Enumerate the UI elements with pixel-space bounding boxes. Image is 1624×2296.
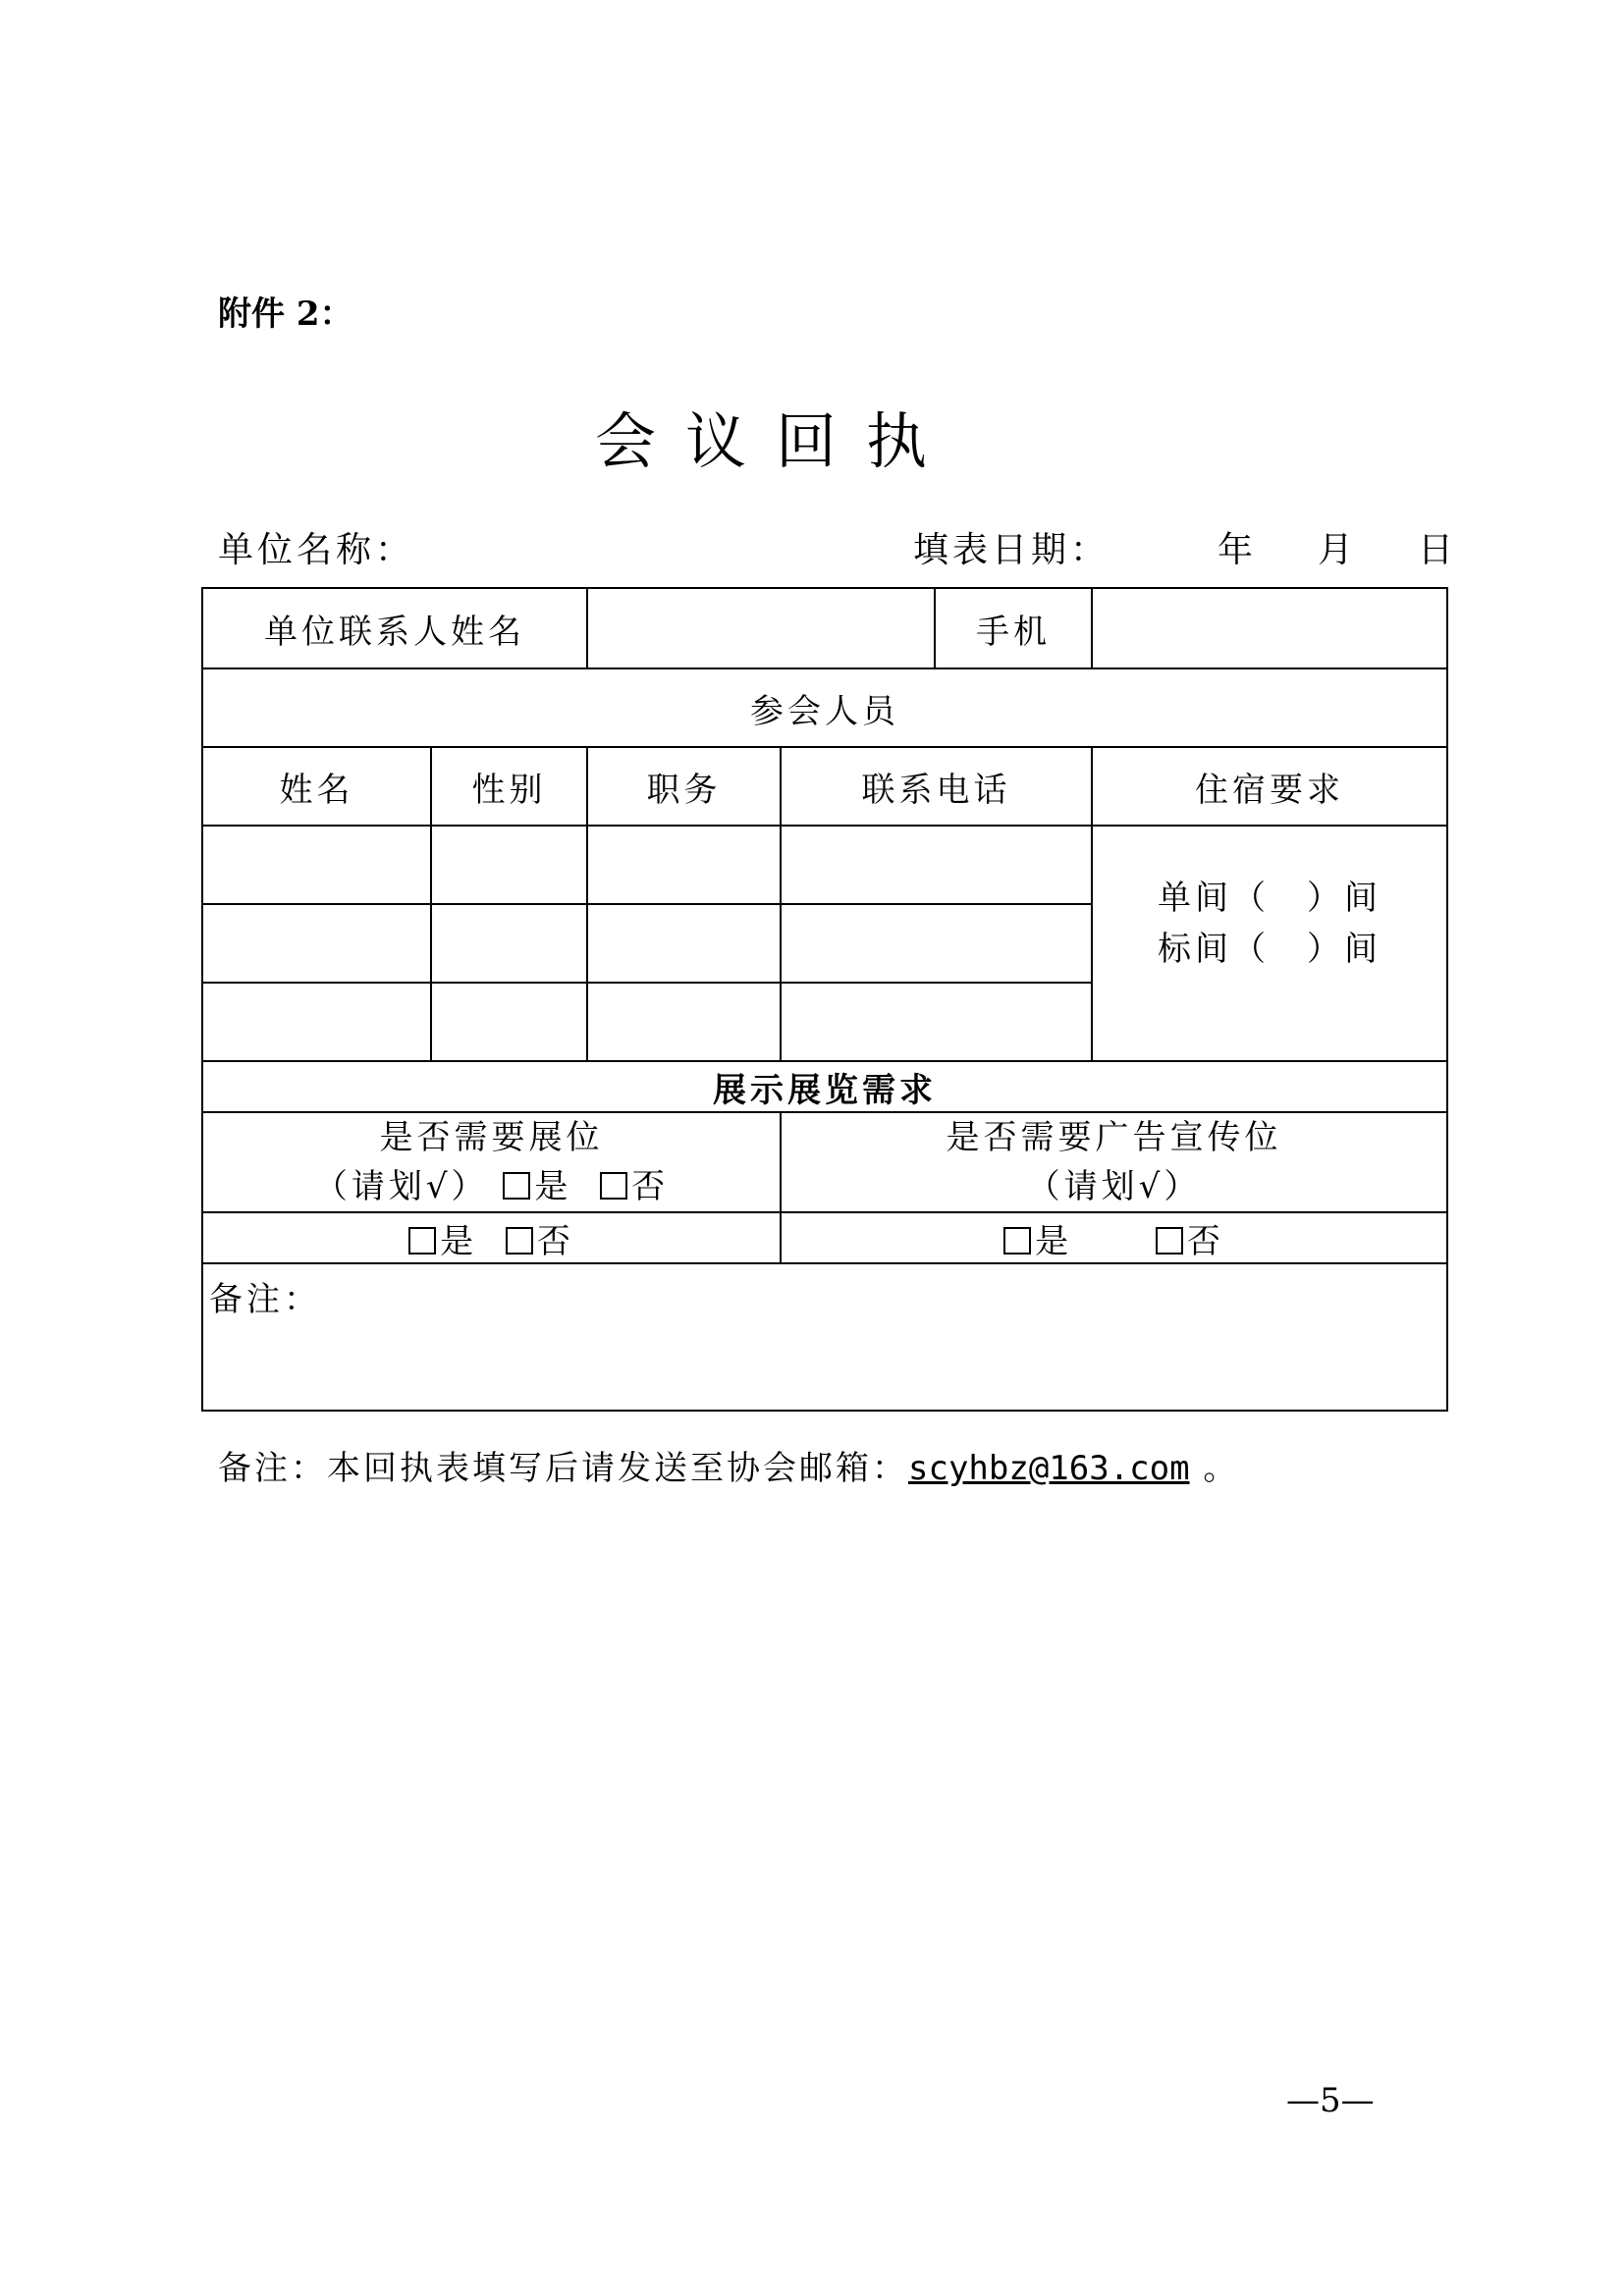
col-header-name: 姓名: [202, 747, 431, 826]
attendee-phone-input[interactable]: [781, 983, 1092, 1061]
booth-instruction: （请划√）: [313, 1167, 489, 1206]
footer-note-text: 备注：本回执表填写后请发送至协会邮箱：: [218, 1449, 908, 1488]
checkbox-icon[interactable]: [600, 1172, 627, 1200]
booth-instruction-line: [203, 1162, 780, 1211]
attendee-row: [202, 826, 1447, 904]
date-year: 年: [1218, 530, 1258, 570]
lodging-cell[interactable]: [1092, 826, 1447, 1061]
attendee-name-input[interactable]: [202, 983, 431, 1061]
phone-input[interactable]: [1092, 588, 1447, 668]
booth-question-cell: [202, 1112, 781, 1212]
checkbox-icon[interactable]: [1003, 1227, 1031, 1255]
attendee-position-input[interactable]: [587, 826, 781, 904]
date-month: 月: [1318, 530, 1358, 570]
reply-form-table: [201, 587, 1448, 1412]
footer-note-suffix: 。: [1189, 1449, 1240, 1488]
org-name-label: 单位名称：: [218, 530, 415, 570]
attendee-phone-input[interactable]: [781, 904, 1092, 983]
lodging-double: 标间（ ）间: [1158, 930, 1381, 969]
attendee-gender-input[interactable]: [431, 983, 587, 1061]
booth-no-label: 否: [631, 1167, 670, 1206]
ad-instruction: （请划√）: [1026, 1167, 1202, 1206]
page-title: 会议回执: [594, 405, 956, 477]
checkbox-icon[interactable]: [408, 1227, 436, 1255]
booth-yes-label: 是: [534, 1167, 572, 1206]
col-header-phone: 联系电话: [781, 747, 1092, 826]
lodging-single: 单间（ ）间: [1158, 879, 1381, 918]
footer-note: [218, 1441, 1239, 1489]
ad-choice-yes: 是: [1035, 1221, 1073, 1261]
col-header-gender: 性别: [431, 747, 587, 826]
contact-name-input[interactable]: [588, 589, 936, 667]
attendee-phone-input[interactable]: [781, 826, 1092, 904]
attendee-gender-input[interactable]: [431, 826, 587, 904]
exhibition-title: 展示展览需求: [202, 1061, 1447, 1112]
attendee-name-input[interactable]: [202, 904, 431, 983]
checkbox-icon[interactable]: [503, 1172, 530, 1200]
booth-choice-yes: 是: [440, 1221, 478, 1261]
ad-question-cell: [781, 1112, 1447, 1212]
remarks-label: 备注：: [209, 1280, 321, 1319]
email-link[interactable]: scyhbz@163.com: [908, 1449, 1190, 1488]
contact-name-value-cell[interactable]: [587, 588, 1092, 668]
page-number: —5—: [1286, 2081, 1375, 2120]
ad-question: 是否需要广告宣传位: [946, 1118, 1282, 1157]
fill-date: [913, 522, 1457, 572]
checkbox-icon[interactable]: [506, 1227, 533, 1255]
ad-choice-no: 否: [1186, 1221, 1224, 1261]
booth-question: 是否需要展位: [379, 1118, 604, 1157]
fill-date-label: 填表日期：: [913, 530, 1110, 570]
remarks-cell[interactable]: [202, 1263, 1447, 1411]
attendee-gender-input[interactable]: [431, 904, 587, 983]
date-day: 日: [1418, 530, 1458, 570]
col-header-lodging: 住宿要求: [1092, 747, 1447, 826]
booth-choice-cell: [202, 1212, 781, 1263]
attendee-position-input[interactable]: [587, 983, 781, 1061]
col-header-position: 职务: [587, 747, 781, 826]
booth-choice-no: 否: [536, 1221, 574, 1261]
checkbox-icon[interactable]: [1156, 1227, 1183, 1255]
phone-label: 手机: [976, 612, 1051, 652]
ad-choice-cell: [781, 1212, 1447, 1263]
attendee-name-input[interactable]: [202, 826, 431, 904]
contact-name-label: 单位联系人姓名: [202, 588, 587, 668]
attendees-label: 参会人员: [202, 668, 1447, 747]
attachment-label: 附件 2：: [218, 294, 353, 334]
attendee-position-input[interactable]: [587, 904, 781, 983]
